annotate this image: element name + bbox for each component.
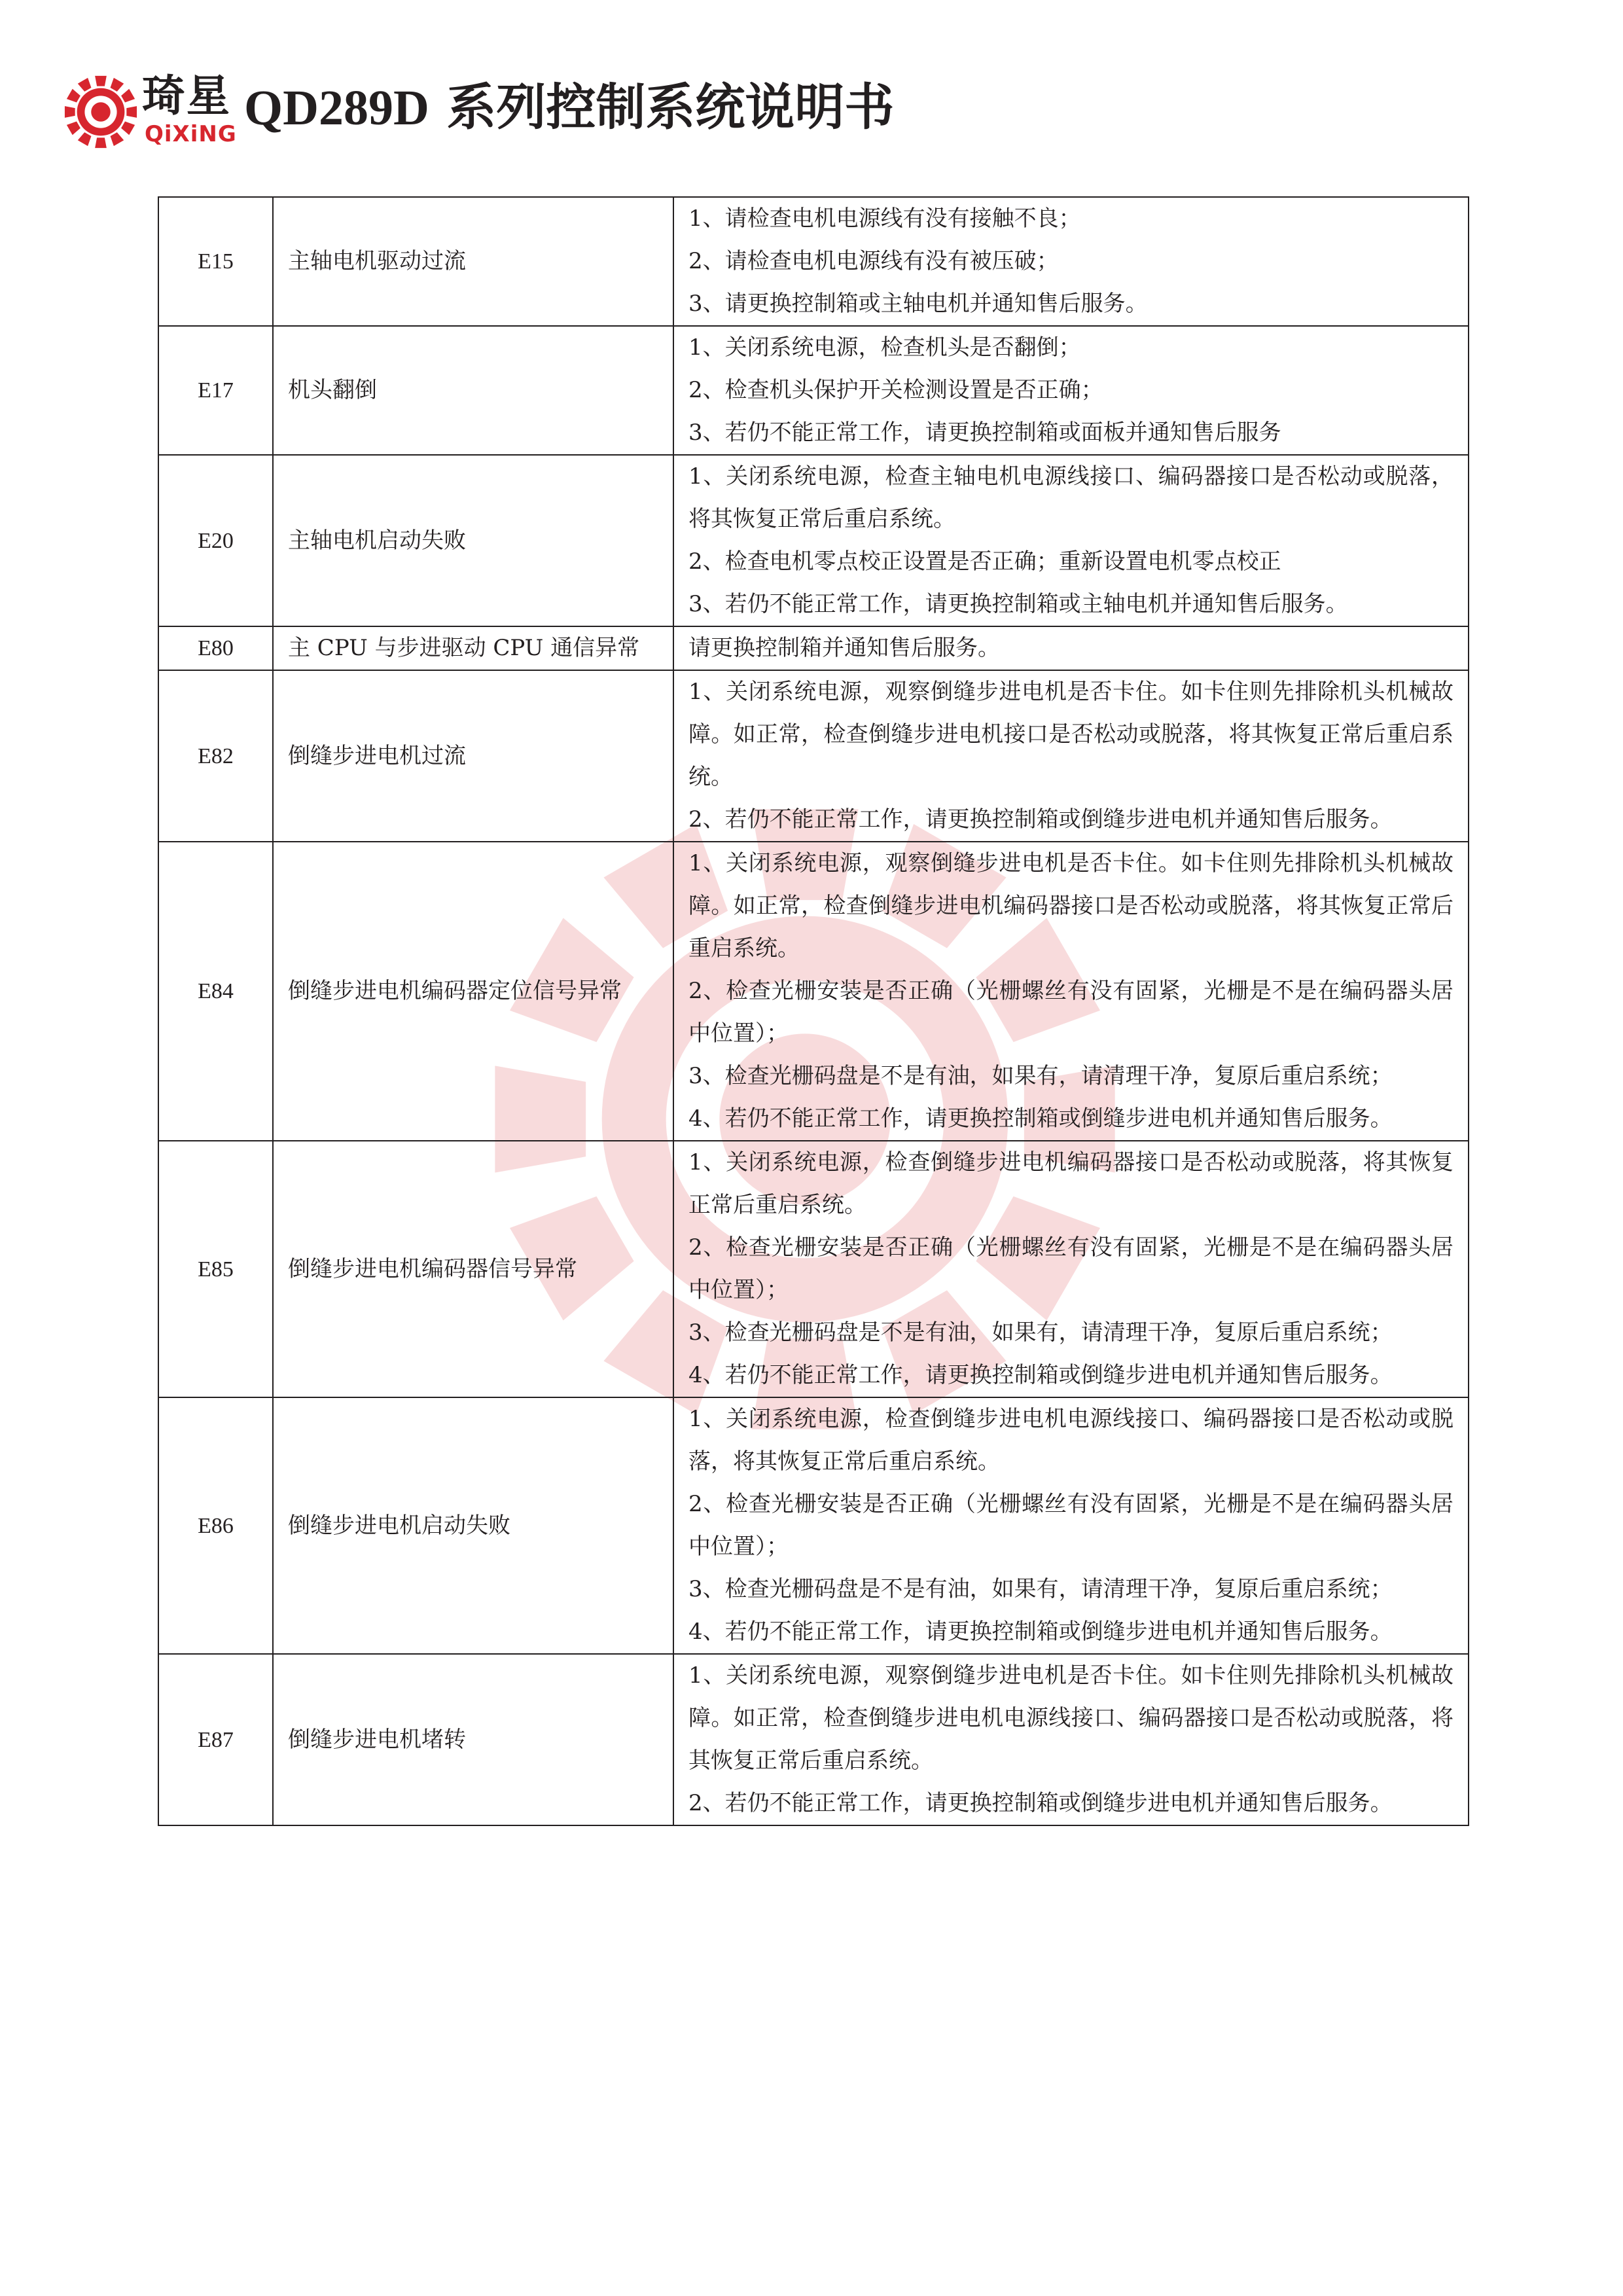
solution-cell <box>673 626 1469 670</box>
solution-step: 3、检查光栅码盘是不是有油，如果有，请清理干净，复原后重启系统； <box>688 1063 1393 1089</box>
solution-step: 2、检查电机零点校正设置是否正确；重新设置电机零点校正 <box>688 548 1281 575</box>
solution-step: 4、若仍不能正常工作，请更换控制箱或倒缝步进电机并通知售后服务。 <box>688 1362 1393 1388</box>
error-description-cell: 倒缝步进电机启动失败 <box>273 1397 673 1654</box>
solution-step: 1、关闭系统电源，检查机头是否翻倒； <box>688 334 1081 361</box>
error-code-cell: E85 <box>158 1141 273 1397</box>
page-header <box>62 73 1567 152</box>
error-description-cell: 主轴电机驱动过流 <box>273 197 673 326</box>
table-row <box>158 842 1469 1141</box>
solution-cell <box>673 842 1469 1141</box>
solution-cell <box>673 326 1469 455</box>
solution-cell <box>673 1141 1469 1397</box>
error-description-cell: 倒缝步进电机编码器定位信号异常 <box>273 842 673 1141</box>
table-row <box>158 1141 1469 1397</box>
error-code-cell: E15 <box>158 197 273 326</box>
solution-cell <box>673 455 1469 626</box>
solution-step: 4、若仍不能正常工作，请更换控制箱或倒缝步进电机并通知售后服务。 <box>688 1619 1393 1645</box>
table-row <box>158 326 1469 455</box>
error-description-cell: 主 CPU 与步进驱动 CPU 通信异常 <box>273 626 673 670</box>
solution-step: 1、请检查电机电源线有没有接触不良； <box>688 206 1081 232</box>
solution-cell <box>673 1397 1469 1654</box>
error-code-cell: E17 <box>158 326 273 455</box>
brand-name-cn: 琦星 <box>142 71 231 121</box>
solution-step: 请更换控制箱并通知售后服务。 <box>688 635 1000 661</box>
table-row <box>158 670 1469 842</box>
solution-step: 1、关闭系统电源，观察倒缝步进电机是否卡住。如卡住则先排除机头机械故障。如正常，检查倒缝步进电机电源线接口、编码器接口是否松动或脱落，将其恢复正常后重启系统。 <box>688 1662 1454 1774</box>
error-code-cell: E82 <box>158 670 273 842</box>
error-description-cell: 倒缝步进电机编码器信号异常 <box>273 1141 673 1397</box>
error-code-table-body <box>158 197 1469 1825</box>
table-row <box>158 1397 1469 1654</box>
table-row <box>158 626 1469 670</box>
error-code-cell: E84 <box>158 842 273 1141</box>
solution-step: 3、检查光栅码盘是不是有油，如果有，请清理干净，复原后重启系统； <box>688 1319 1393 1346</box>
title-text: 系列控制系统说明书 <box>429 78 895 136</box>
table-row <box>158 455 1469 626</box>
solution-cell <box>673 197 1469 326</box>
solution-step: 2、检查光栅安装是否正确（光栅螺丝有没有固紧，光栅是不是在编码器头居中位置）； <box>688 978 1454 1047</box>
error-code-cell: E80 <box>158 626 273 670</box>
solution-step: 2、检查机头保护开关检测设置是否正确； <box>688 377 1103 403</box>
solution-step: 2、请检查电机电源线有没有被压破； <box>688 248 1059 274</box>
solution-step: 3、检查光栅码盘是不是有油，如果有，请清理干净，复原后重启系统； <box>688 1576 1393 1602</box>
solution-step: 1、关闭系统电源，检查倒缝步进电机电源线接口、编码器接口是否松动或脱落，将其恢复正常后重启系统。 <box>688 1406 1454 1475</box>
solution-step: 2、检查光栅安装是否正确（光栅螺丝有没有固紧，光栅是不是在编码器头居中位置）； <box>688 1491 1454 1560</box>
title-model: QD289D <box>244 81 429 135</box>
solution-step: 1、关闭系统电源，检查倒缝步进电机编码器接口是否松动或脱落，将其恢复正常后重启系统。 <box>688 1149 1454 1218</box>
error-description-cell: 倒缝步进电机过流 <box>273 670 673 842</box>
solution-step: 3、请更换控制箱或主轴电机并通知售后服务。 <box>688 291 1148 317</box>
error-description-cell: 倒缝步进电机堵转 <box>273 1654 673 1825</box>
error-code-cell: E20 <box>158 455 273 626</box>
solution-step: 3、若仍不能正常工作，请更换控制箱或主轴电机并通知售后服务。 <box>688 591 1348 617</box>
error-code-cell: E87 <box>158 1654 273 1825</box>
table-row <box>158 197 1469 326</box>
brand-name-en: QiXiNG <box>145 121 237 147</box>
error-code-cell: E86 <box>158 1397 273 1654</box>
solution-step: 2、若仍不能正常工作，请更换控制箱或倒缝步进电机并通知售后服务。 <box>688 806 1393 833</box>
solution-cell <box>673 1654 1469 1825</box>
table-row <box>158 1654 1469 1825</box>
solution-step: 2、检查光栅安装是否正确（光栅螺丝有没有固紧，光栅是不是在编码器头居中位置）； <box>688 1234 1454 1303</box>
solution-step: 1、关闭系统电源，观察倒缝步进电机是否卡住。如卡住则先排除机头机械故障。如正常，检查倒缝步进电机编码器接口是否松动或脱落，将其恢复正常后重启系统。 <box>688 850 1454 961</box>
solution-cell <box>673 670 1469 842</box>
error-description-cell: 主轴电机启动失败 <box>273 455 673 626</box>
qixing-logo-icon <box>62 73 139 151</box>
solution-step: 1、关闭系统电源，观察倒缝步进电机是否卡住。如卡住则先排除机头机械故障。如正常，检查倒缝步进电机接口是否松动或脱落，将其恢复正常后重启系统。 <box>688 679 1454 790</box>
solution-step: 1、关闭系统电源，检查主轴电机电源线接口、编码器接口是否松动或脱落，将其恢复正常后重启系统。 <box>688 463 1454 532</box>
solution-step: 2、若仍不能正常工作，请更换控制箱或倒缝步进电机并通知售后服务。 <box>688 1790 1393 1816</box>
error-code-table <box>158 196 1469 1826</box>
error-description-cell: 机头翻倒 <box>273 326 673 455</box>
solution-step: 3、若仍不能正常工作，请更换控制箱或面板并通知售后服务 <box>688 420 1281 446</box>
solution-step: 4、若仍不能正常工作，请更换控制箱或倒缝步进电机并通知售后服务。 <box>688 1105 1393 1132</box>
page-title <box>244 78 895 136</box>
